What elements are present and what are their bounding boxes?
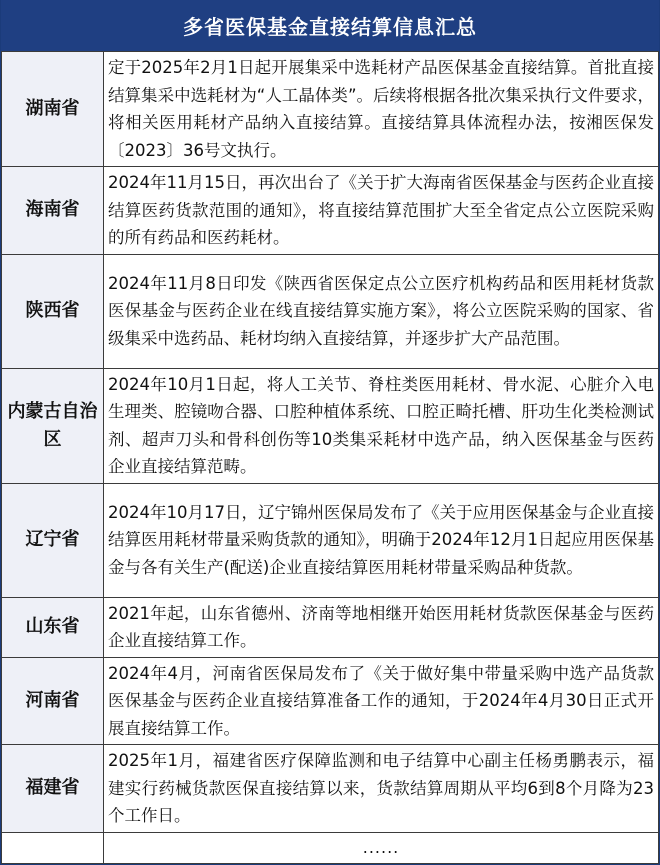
footer-blank-cell: [2, 832, 104, 863]
description-cell: 2024年10月17日，辽宁锦州医保局发布了《关于应用医保基金与企业直接结算医用耗材带量采购货款的通知》，明确于2024年12月1日起应用医保基金与各有关生产(配送)企业直接结算医用耗材带量采购品种货款。: [104, 483, 659, 597]
province-cell: 陕西省: [2, 254, 104, 368]
province-cell: 山东省: [2, 597, 104, 657]
table-row: [2, 745, 659, 833]
description-cell: 2025年1月，福建省医疗保障监测和电子结算中心副主任杨勇鹏表示，福建实行药械货款医保直接结算以来，货款结算周期从平均6到8个月降为23个工作日。: [104, 745, 659, 833]
province-cell: 湖南省: [2, 52, 104, 167]
table-row: [2, 254, 659, 368]
province-cell: 海南省: [2, 167, 104, 255]
province-cell: 内蒙古自治区: [2, 368, 104, 483]
description-cell: 2024年10月1日起，将人工关节、脊柱类医用耗材、骨水泥、心脏介入电生理类、腔镜吻合器、口腔种植体系统、口腔正畸托槽、肝功生化类检测试剂、超声刀头和骨科创伤等10类集采耗材中选产品，纳入医保基金与医药企业直接结算范畴。: [104, 368, 659, 483]
province-cell: 辽宁省: [2, 483, 104, 597]
table-title: 多省医保基金直接结算信息汇总: [1, 0, 659, 51]
info-table: [1, 51, 659, 864]
description-cell: 2024年4月，河南省医保局发布了《关于做好集中带量采购中选产品货款医保基金与医药企业直接结算准备工作的通知，于2024年4月30日正式开展直接结算工作。: [104, 657, 659, 745]
table-row: [2, 368, 659, 483]
table-row: [2, 52, 659, 167]
table-row: [2, 597, 659, 657]
description-cell: 2024年11月8日印发《陕西省医保定点公立医疗机构药品和医用耗材货款医保基金与医药企业在线直接结算实施方案》，将公立医院采购的国家、省级集采中选药品、耗材均纳入直接结算，并逐步扩大产品范围。: [104, 254, 659, 368]
description-cell: 定于2025年2月1日起开展集采中选耗材产品医保基金直接结算。首批直接结算集采中选耗材为“人工晶体类”。后续将根据各批次集采执行文件要求，将相关医用耗材产品纳入直接结算。直接结算具体流程办法，按湘医保发〔2023〕36号文执行。: [104, 52, 659, 167]
table-row: [2, 657, 659, 745]
description-cell: 2021年起，山东省德州、济南等地相继开始医用耗材货款医保基金与医药企业直接结算工作。: [104, 597, 659, 657]
description-cell: 2024年11月15日，再次出台了《关于扩大海南省医保基金与医药企业直接结算医药货款范围的通知》，将直接结算范围扩大至全省定点公立医院采购的所有药品和医药耗材。: [104, 167, 659, 255]
table-row: [2, 832, 659, 863]
table-row: [2, 167, 659, 255]
province-cell: 河南省: [2, 657, 104, 745]
province-cell: 福建省: [2, 745, 104, 833]
ellipsis-cell: ......: [104, 832, 659, 863]
table-row: [2, 483, 659, 597]
